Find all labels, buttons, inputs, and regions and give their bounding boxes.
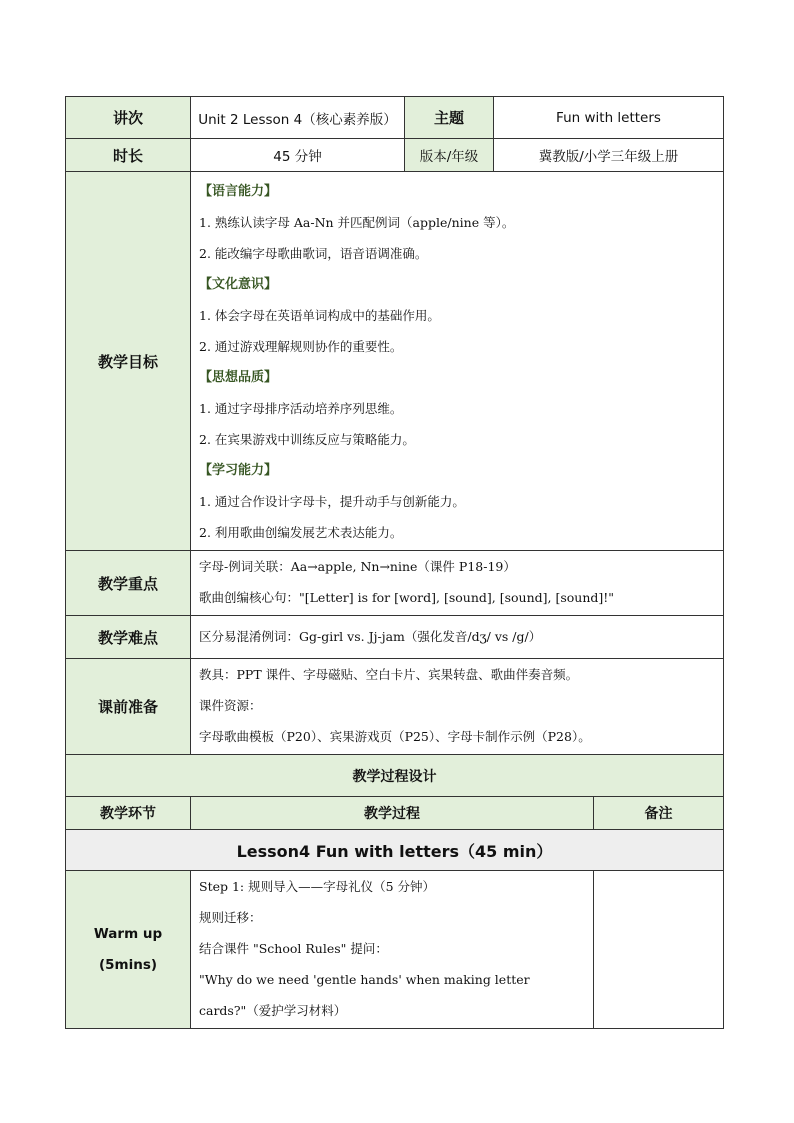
lesson-plan-table bbox=[65, 96, 724, 1029]
header-row-2 bbox=[66, 139, 724, 172]
objective-item: 1. 熟练认读字母 Aa-Nn 并匹配例词（apple/nine 等）。 bbox=[199, 215, 515, 230]
warmup-line: "Why do we need 'gentle hands' when making letter cards?"（爱护学习材料） bbox=[199, 972, 530, 1018]
key-points-row bbox=[66, 551, 724, 616]
col-stage-header: 教学环节 bbox=[66, 797, 191, 830]
topic-value: Fun with letters bbox=[494, 97, 724, 139]
objective-item: 2. 在宾果游戏中训练反应与策略能力。 bbox=[199, 432, 415, 447]
lesson-title-row bbox=[66, 830, 724, 871]
warmup-stage-cell bbox=[66, 871, 191, 1029]
warmup-line: 规则迁移： bbox=[199, 910, 262, 925]
warmup-row bbox=[66, 871, 724, 1029]
topic-label: 主题 bbox=[405, 97, 494, 139]
process-section-row bbox=[66, 755, 724, 797]
objective-heading: 【思想品质】 bbox=[199, 370, 278, 385]
preparation-content bbox=[191, 659, 724, 755]
objective-heading: 【学习能力】 bbox=[199, 463, 278, 478]
objectives-label: 教学目标 bbox=[66, 172, 191, 551]
edition-value: 冀教版/小学三年级上册 bbox=[494, 139, 724, 172]
key-points-label: 教学重点 bbox=[66, 551, 191, 616]
objective-item: 1. 体会字母在英语单词构成中的基础作用。 bbox=[199, 308, 440, 323]
difficulties-content bbox=[191, 616, 724, 659]
header-row-1 bbox=[66, 97, 724, 139]
warmup-content bbox=[191, 871, 594, 1029]
lesson-value: Unit 2 Lesson 4（核心素养版） bbox=[191, 97, 405, 139]
objective-item: 2. 能改编字母歌曲歌词，语音语调准确。 bbox=[199, 246, 428, 261]
difficulty-text: 区分易混淆例词：Gg-girl vs. Jj-jam（强化发音/dʒ/ vs /g/） bbox=[199, 628, 542, 644]
col-process-header: 教学过程 bbox=[191, 797, 594, 830]
process-section-title: 教学过程设计 bbox=[66, 755, 724, 797]
objective-item: 1. 通过合作设计字母卡，提升动手与创新能力。 bbox=[199, 494, 465, 509]
warmup-line: 结合课件 "School Rules" 提问： bbox=[199, 941, 388, 956]
objective-item: 1. 通过字母排序活动培养序列思维。 bbox=[199, 401, 403, 416]
warmup-notes-cell bbox=[594, 871, 724, 1029]
preparation-line: 字母歌曲模板（P20）、宾果游戏页（P25）、字母卡制作示例（P28）。 bbox=[199, 729, 591, 744]
preparation-row bbox=[66, 659, 724, 755]
process-header-row bbox=[66, 797, 724, 830]
edition-label: 版本/年级 bbox=[405, 139, 494, 172]
objective-item: 2. 利用歌曲创编发展艺术表达能力。 bbox=[199, 525, 403, 540]
key-point-line: 字母-例词关联：Aa→apple, Nn→nine（课件 P18-19） bbox=[199, 559, 516, 574]
key-points-content bbox=[191, 551, 724, 616]
objective-item: 2. 通过游戏理解规则协作的重要性。 bbox=[199, 339, 403, 354]
difficulties-label: 教学难点 bbox=[66, 616, 191, 659]
objectives-content bbox=[191, 172, 724, 551]
objectives-row bbox=[66, 172, 724, 551]
objective-heading: 【文化意识】 bbox=[199, 277, 278, 292]
difficulties-row bbox=[66, 616, 724, 659]
warmup-time: (5mins) bbox=[98, 956, 158, 973]
lesson-label: 讲次 bbox=[66, 97, 191, 139]
warmup-line: Step 1: 规则导入——字母礼仪（5 分钟） bbox=[199, 879, 436, 894]
preparation-label: 课前准备 bbox=[66, 659, 191, 755]
preparation-line: 教具：PPT 课件、字母磁贴、空白卡片、宾果转盘、歌曲伴奏音频。 bbox=[199, 667, 579, 682]
col-notes-header: 备注 bbox=[594, 797, 724, 830]
duration-label: 时长 bbox=[66, 139, 191, 172]
objective-heading: 【语言能力】 bbox=[199, 184, 278, 199]
lesson-title: Lesson4 Fun with letters（45 min） bbox=[66, 830, 724, 871]
warmup-label: Warm up bbox=[93, 925, 163, 942]
preparation-line: 课件资源： bbox=[199, 698, 262, 713]
key-point-line: 歌曲创编核心句："[Letter] is for [word], [sound], [sound], [sound]!" bbox=[199, 590, 615, 605]
duration-value: 45 分钟 bbox=[191, 139, 405, 172]
